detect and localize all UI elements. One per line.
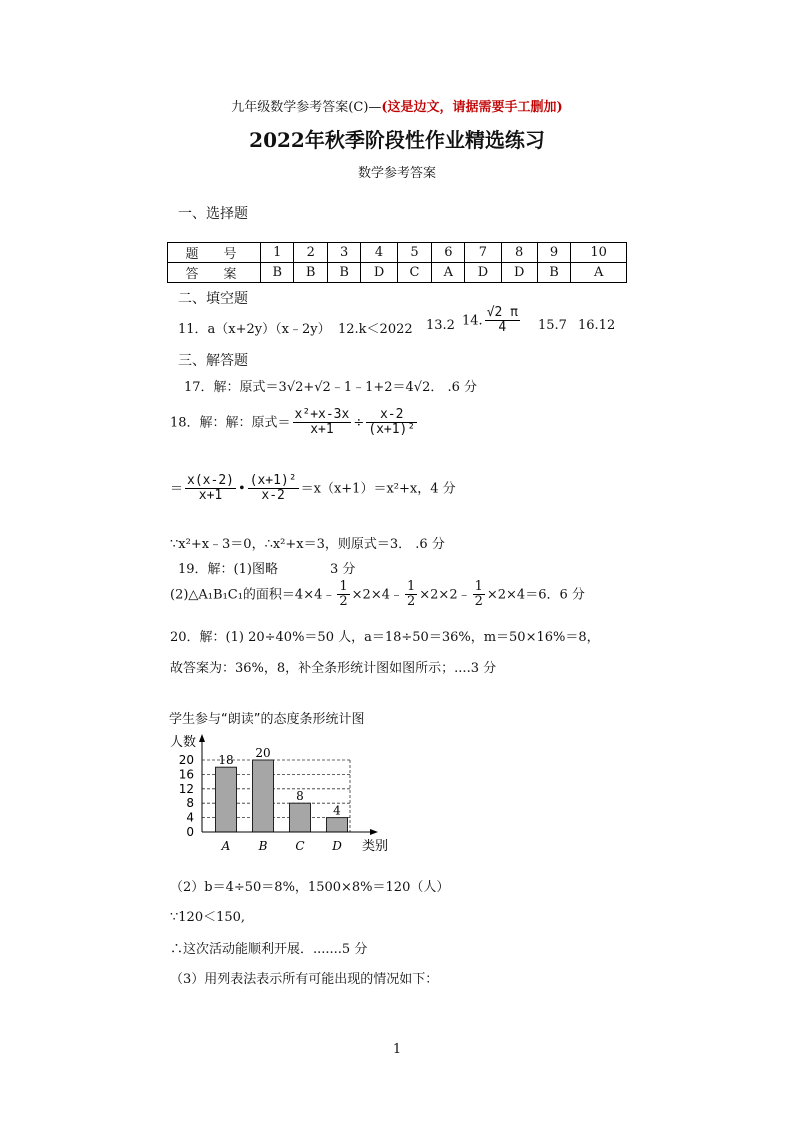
answer-q12: 12.k＜2022 bbox=[338, 322, 413, 337]
answer-q13: 13.2 bbox=[426, 318, 455, 333]
table-cell: 3 bbox=[327, 243, 360, 263]
answer-q20-part3: （3）用列表法表示所有可能出现的情况如下： bbox=[170, 972, 439, 987]
half-fraction bbox=[337, 580, 349, 610]
q18-f2-numerator: x-2 bbox=[366, 408, 417, 423]
page-title: 2022年秋季阶段性作业精选练习 bbox=[249, 128, 545, 152]
section-heading-choice: 一、选择题 bbox=[178, 206, 248, 222]
bar bbox=[327, 818, 348, 832]
y-tick-label: 16 bbox=[178, 767, 194, 782]
q19b-part3: ×2×4＝6．6 分 bbox=[486, 587, 585, 603]
answer-q17: 17．解：原式＝3√2+√2﹣1﹣1+2＝4√2． .6 分 bbox=[184, 380, 478, 395]
q14-numerator: √2 π bbox=[486, 305, 518, 320]
table-cell: B bbox=[537, 263, 570, 283]
q14-denominator: 4 bbox=[498, 320, 507, 336]
q19b-part2: ×2×2﹣ bbox=[419, 587, 471, 603]
answer-q20-compare: ∵120＜150, bbox=[170, 910, 246, 925]
table-cell: D bbox=[361, 263, 397, 283]
table-cell: 10 bbox=[571, 243, 627, 263]
table-row-numbers bbox=[168, 243, 627, 263]
header-prefix: 九年级数学参考答案(C)— bbox=[231, 100, 382, 115]
q14-fraction bbox=[485, 306, 520, 336]
y-axis-label: 人数 bbox=[170, 735, 197, 750]
table-cell: 2 bbox=[294, 243, 327, 263]
table-cell: A bbox=[432, 263, 465, 283]
half-fraction bbox=[473, 580, 485, 610]
half-numerator: 1 bbox=[406, 579, 416, 594]
table-cell: 7 bbox=[465, 243, 501, 263]
q18-f1-denominator: x+1 bbox=[310, 422, 334, 438]
q18b-equals: ＝ bbox=[170, 481, 184, 497]
row-label-number: 题 号 bbox=[168, 243, 261, 263]
half-denominator: 2 bbox=[474, 594, 483, 610]
header-note: (这是边文，请据需要手工删加) bbox=[381, 100, 563, 115]
y-tick-label: 20 bbox=[178, 753, 194, 767]
bar-value-label: 8 bbox=[296, 789, 304, 804]
table-row-answers bbox=[168, 263, 627, 283]
page-subtitle: 数学参考答案 bbox=[357, 166, 436, 181]
q18b-f1-denominator: x+1 bbox=[198, 488, 223, 504]
half-denominator: 2 bbox=[406, 594, 416, 610]
q18b-dot: • bbox=[237, 481, 246, 497]
table-cell: B bbox=[261, 263, 294, 283]
q18-fraction-2 bbox=[366, 408, 417, 438]
q18-fraction-1 bbox=[293, 408, 352, 438]
x-axis-label: 类别 bbox=[362, 839, 389, 854]
q18-divide: ÷ bbox=[353, 415, 365, 431]
table-cell: 8 bbox=[501, 243, 537, 263]
y-axis-arrow bbox=[199, 734, 205, 742]
q19b-prefix: (2)△A₁B₁C₁的面积＝4×4﹣ bbox=[170, 587, 336, 603]
page-header bbox=[0, 96, 794, 115]
bar bbox=[253, 760, 274, 832]
half-numerator: 1 bbox=[474, 579, 483, 594]
section-heading-fill: 二、填空题 bbox=[178, 291, 248, 307]
bar-value-label: 18 bbox=[218, 753, 234, 768]
row-label-answer: 答 案 bbox=[168, 263, 261, 283]
answer-q19-part2 bbox=[170, 580, 585, 610]
table-cell: 5 bbox=[397, 243, 432, 263]
q18b-f2-numerator: (x+1)² bbox=[249, 473, 297, 488]
q18b-fraction-1 bbox=[185, 474, 236, 504]
half-fraction bbox=[405, 580, 417, 610]
q18-f2-denominator: (x+1)² bbox=[368, 422, 416, 438]
y-tick-label: 0 bbox=[186, 825, 194, 839]
half-numerator: 1 bbox=[339, 579, 348, 594]
q19b-part1: ×2×4﹣ bbox=[351, 587, 403, 603]
answer-q18 bbox=[170, 408, 419, 438]
half-denominator: 2 bbox=[339, 594, 348, 610]
table-cell: D bbox=[501, 263, 537, 283]
bar bbox=[216, 767, 237, 832]
answer-q11: 11．a（x+2y）（x﹣2y） bbox=[178, 322, 331, 337]
answer-table bbox=[167, 242, 627, 283]
answer-q20-line2: 故答案为：36%，8，补全条形统计图如图所示；....3 分 bbox=[170, 661, 497, 676]
table-cell: 1 bbox=[261, 243, 294, 263]
bar-value-label: 4 bbox=[333, 803, 341, 818]
q14-prefix: 14. bbox=[462, 313, 483, 329]
q18-f1-numerator: x²+x-3x bbox=[294, 407, 350, 422]
answer-q18-step3: ∵x²+x﹣3＝0，∴x²+x＝3，则原式＝3． .6 分 bbox=[170, 537, 445, 552]
table-cell: D bbox=[465, 263, 501, 283]
category-label: D bbox=[332, 839, 342, 853]
answer-q14 bbox=[462, 306, 522, 336]
chart-title: 学生参与“朗读”的态度条形统计图 bbox=[169, 712, 365, 727]
answer-q20: 20．解：(1) 20÷40%＝50 人，a＝18÷50＝36%，m＝50×16%＝8， bbox=[170, 630, 600, 645]
answer-q15: 15.7 bbox=[538, 318, 567, 333]
table-cell: A bbox=[571, 263, 627, 283]
answer-q20-part2: （2）b＝4÷50＝8%，1500×8%＝120（人） bbox=[170, 880, 450, 895]
q18-prefix: 18．解：解：原式＝ bbox=[170, 415, 291, 431]
table-cell: 4 bbox=[361, 243, 397, 263]
y-tick-label: 8 bbox=[186, 796, 194, 811]
table-cell: C bbox=[397, 263, 432, 283]
q18b-fraction-2 bbox=[248, 474, 299, 504]
category-label: C bbox=[295, 839, 305, 853]
answer-q19: 19．解：(1)图略 3 分 bbox=[178, 562, 356, 577]
answer-q18-step2 bbox=[170, 474, 456, 504]
bar bbox=[290, 803, 311, 832]
category-label: B bbox=[258, 839, 268, 853]
answer-q20-conclusion: ∴这次活动能顺利开展．.......5 分 bbox=[170, 942, 368, 957]
x-axis-arrow bbox=[370, 829, 378, 835]
bar-value-label: 20 bbox=[255, 746, 271, 760]
y-tick-label: 4 bbox=[186, 810, 194, 825]
table-cell: B bbox=[327, 263, 360, 283]
table-cell: 6 bbox=[432, 243, 465, 263]
q18b-rest: ＝x（x+1）＝x²+x，4 分 bbox=[300, 481, 456, 497]
category-label: A bbox=[221, 839, 231, 853]
y-tick-label: 12 bbox=[178, 781, 194, 796]
section-heading-solve: 三、解答题 bbox=[178, 353, 248, 369]
answer-q16: 16.12 bbox=[578, 318, 616, 333]
table-cell: 9 bbox=[537, 243, 570, 263]
chart-axes bbox=[170, 734, 388, 854]
bar-chart bbox=[160, 728, 400, 856]
page-number: 1 bbox=[392, 1042, 402, 1057]
q18b-f1-numerator: x(x-2) bbox=[187, 473, 234, 488]
q18b-f2-denominator: x-2 bbox=[261, 488, 285, 504]
table-cell: B bbox=[294, 263, 327, 283]
